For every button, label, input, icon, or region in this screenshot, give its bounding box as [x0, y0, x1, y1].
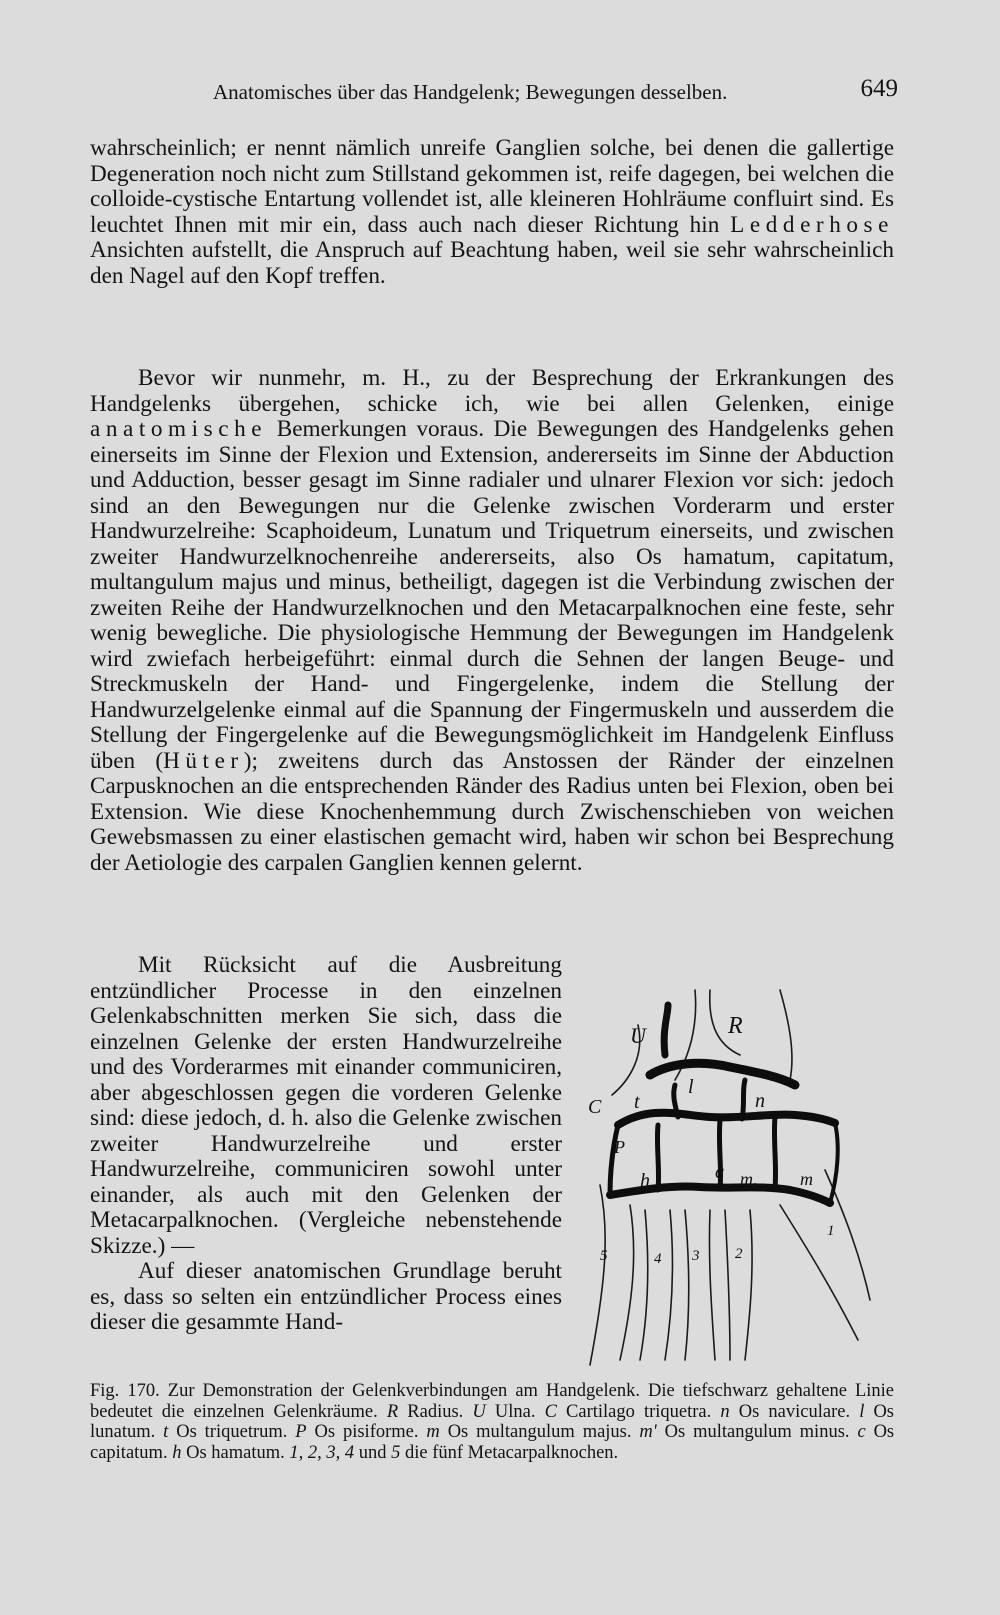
metacarpal-2	[725, 1210, 730, 1360]
label-pisiforme: P	[614, 1137, 625, 1157]
label-metacarpal-1: 1	[827, 1223, 835, 1239]
metacarpal-5	[590, 1185, 605, 1365]
author-name-hueter: Hüter	[163, 747, 244, 774]
metacarpal-4-inner	[665, 1210, 672, 1360]
radiocarpal-joint-line	[650, 1063, 795, 1085]
author-name: Ledderhose	[730, 211, 894, 238]
running-title: Anatomisches über das Handgelenk; Bewegungen desselben.	[213, 80, 728, 104]
paragraph-basis: Auf dieser anatomischen Grundlage beruht es, dass so selten ein entzündlicher Process eines dieser die gesammte Hand-	[90, 1258, 562, 1335]
metacarpal-1	[780, 1205, 858, 1340]
metacarpal-2-inner	[745, 1210, 752, 1360]
label-triquetrum: t	[634, 1091, 640, 1113]
intercarpal-line-2	[742, 1080, 745, 1119]
radius-outline-right	[780, 990, 792, 1080]
label-lunatum: l	[688, 1076, 694, 1098]
label-capitatum: c	[715, 1161, 724, 1183]
paragraph-anatomy: Bevor wir nunmehr, m. H., zu der Besprechung der Erkrankungen des Handgelenks übergehen, schicke ich, wie bei allen Gelenken, einige anatomische Bemerkungen voraus. Die Bewegungen des Handgelenks gehen einerseits im Sinne der Flexion und Extension, andererseits im Sinne der Abduction und Adduction, besser gesagt im Sinne radialer und ulnarer Flexion vor sich: jedoch sind an den Bewegungen nur die Gelenke zwischen Vorderarm und erster Handwurzelreihe: Scaphoideum, Lunatum und Triquetrum einerseits, und zwischen zweiter Handwurzelknochenreihe andererseits, also Os hamatum, capitatum, multangulum majus und minus, betheiligt, dagegen ist die Verbindung zwischen der zweiten Reihe der Handwurzelknochen und den Metacarpalknochen eine feste, sehr wenig bewegliche. Die physiologische Hemmung der Bewegungen im Handgelenk wird zwiefach herbeigeführt: einmal durch die Sehnen der langen Beuge- und Streckmuskeln der Hand- und Fingergelenke, indem die Stellung der Handwurzelgelenke einmal auf die Spannung der Fingermuskeln und ausserdem die Stellung der Fingergelenke auf die Bewegungsmöglichkeit im Handgelenk Einfluss üben (Hüter); zweitens durch das Anstossen der Ränder der einzelnen Carpusknochen an die entsprechenden Ränder des Radius unten bei Flexion, oben bei Extension. Wie diese Knochenhemmung durch Zwischenschieben von weichen Gewebsmassen zu einer elastischen gemacht wird, haben wir schon bei Besprechung der Aetiologie des carpalen Ganglien kennen gelernt.	[90, 365, 895, 876]
label-metacarpal-2: 2	[735, 1246, 743, 1262]
label-metacarpal-3: 3	[692, 1248, 700, 1264]
emphasis-word: anatomische	[90, 416, 268, 442]
midcarpal-joint-line	[618, 1113, 835, 1125]
ulna-cartilage-line	[664, 1005, 668, 1055]
metacarpal-4	[640, 1210, 648, 1360]
wrist-joint-sketch	[590, 985, 890, 1365]
figure-caption: Fig. 170. Zur Demonstration der Gelenkverbindungen am Handgelenk. Die tiefschwarz gehaltene Linie bedeutet die einzelnen Gelenkräume. R Radius. U Ulna. C Cartilago triquetra. n Os naviculare. l Os lunatum. t Os triquetrum. P Os pisiforme. m Os multangulum majus. m' Os multangulum minus. c Os capitatum. h Os hamatum. 1, 2, 3, 4 und 5 die fünf Metacarpalknochen.	[90, 1381, 895, 1463]
carpal-outline-left	[610, 1125, 618, 1195]
wrist-diagram	[590, 985, 890, 1365]
label-cartilago: C	[588, 1096, 602, 1118]
paragraph-communication: Mit Rücksicht auf die Ausbreitung entzündlicher Processe in den einzelnen Gelenkabschnitten merken Sie sich, dass die einzelnen Gelenke der ersten Handwurzelreihe und des Vorderarmes mit einander communiciren, aber abgeschlossen gegen die vorderen Gelenke sind: diese jedoch, d. h. also die Gelenke zwischen zweiter Handwurzelreihe und erster Handwurzelreihe, communiciren sowohl unter einander, als auch mit den Gelenken der Metacarpalknochen. (Vergleiche nebenstehende Skizze.) —	[90, 952, 562, 1259]
metacarpal-3-inner	[709, 1210, 715, 1360]
figure-label: Fig. 170.	[90, 1381, 160, 1401]
label-radius: R	[728, 1013, 743, 1039]
intercarpal-line-5	[774, 1117, 775, 1188]
page-number: 649	[860, 75, 898, 102]
label-metacarpal-5: 5	[600, 1248, 608, 1264]
intercarpal-line-3	[657, 1125, 658, 1190]
paragraph-column	[90, 953, 562, 1336]
carpal-outline-right	[830, 1123, 838, 1203]
label-multangulum-minus: m,	[740, 1169, 758, 1189]
label-metacarpal-4: 4	[654, 1251, 662, 1267]
label-multangulum-majus: m	[800, 1169, 813, 1189]
paragraph-continuation: wahrscheinlich; er nennt nämlich unreife Ganglien solche, bei denen die gallertige Degeneration noch nicht zum Stillstand gekommen ist, reife dagegen, bei welchen die colloide-cystische Entartung vollendet ist, alle kleineren Hohlräume confluirt sind. Es leuchtet Ihnen mit mir ein, dass auch nach dieser Richtung hin Ledderhose Ansichten aufstellt, die Anspruch auf Beachtung haben, weil sie sehr wahrscheinlich den Nagel auf den Kopf treffen.	[90, 135, 894, 289]
metacarpal-5-inner	[620, 1205, 634, 1360]
metacarpal-3	[685, 1210, 689, 1360]
label-naviculare: n	[755, 1090, 765, 1112]
intercarpal-line-1	[674, 1085, 678, 1117]
label-ulna: U	[630, 1023, 646, 1048]
label-hamatum: h	[640, 1170, 650, 1192]
